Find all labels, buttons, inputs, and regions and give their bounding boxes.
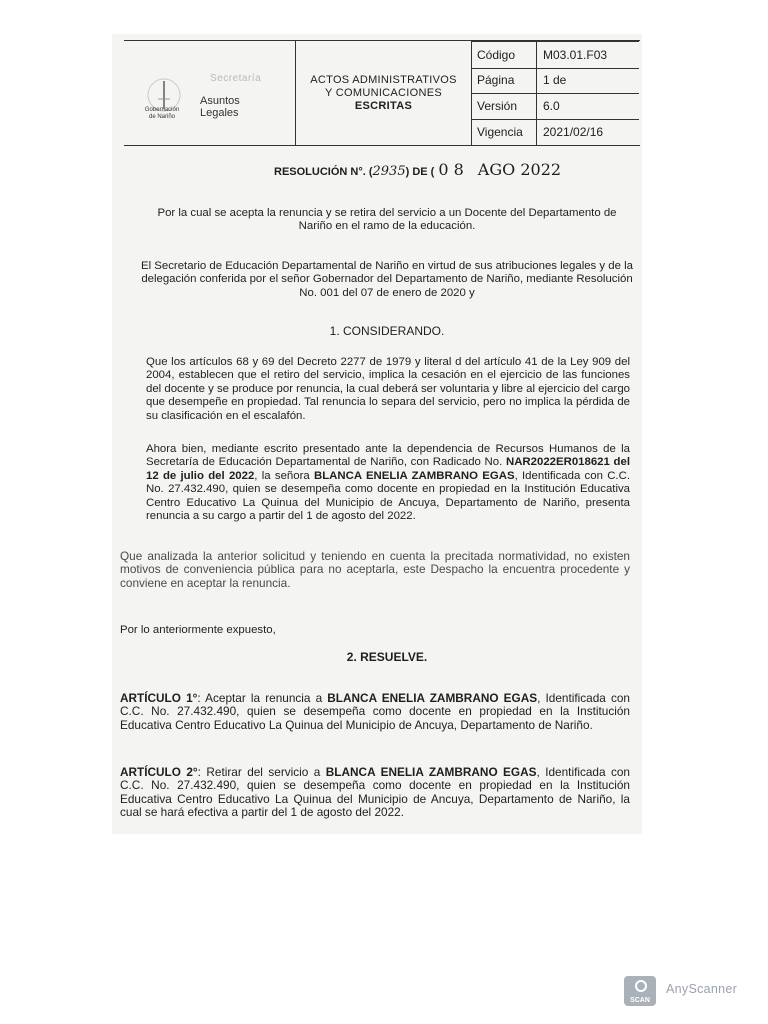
considerando-paragraph-1: Que los artículos 68 y 69 del Decreto 2277 de 1979 y literal d del artículo 41 de la Ley 909 del 2004, establecen que el retiro del servicio, implica la cesación en el ejercicio de las funciones del docente y se produce por renuncia, la cual deberá ser voluntaria y libre al ejercicio del cargo que desempeñe en propiedad. Tal renuncia lo separa del servicio, pero no implica la pérdida de su clasificación en el escalafón. <box>146 356 630 422</box>
section-considerando-title: 1. CONSIDERANDO. <box>329 324 445 338</box>
scan-app-icon <box>624 976 656 1006</box>
header-title-line2: Y COMUNICACIONES <box>324 86 443 99</box>
article-1-name: BLANCA ENELIA ZAMBRANO EGAS <box>327 691 538 705</box>
document-header-table <box>124 40 640 146</box>
meta-key: Vigencia <box>471 119 537 145</box>
header-title-cell <box>295 41 472 145</box>
logo-cell <box>124 41 294 145</box>
gobernacion-emblem-icon <box>134 69 194 141</box>
article-2-label: ARTÍCULO 2° <box>120 765 198 779</box>
resolution-label: RESOLUCIÓN N°. ( <box>274 166 373 178</box>
header-meta-cell <box>471 41 640 145</box>
considerando-paragraph-3: Que analizada la anterior solicitud y teniendo en cuenta la precitada normatividad, no existen motivos de conveniencia pública para no aceptarla, este Despacho la encuentra procedente y conviene en aceptar la renuncia. <box>120 549 630 590</box>
meta-key: Página <box>471 67 537 93</box>
meta-row-codigo <box>471 41 639 69</box>
section-resuelve-title: 2. RESUELVE. <box>346 650 428 664</box>
header-title-line1: ACTOS ADMINISTRATIVOS <box>310 73 457 86</box>
meta-key: Versión <box>471 93 537 119</box>
expuesto-line: Por lo anteriormente expuesto, <box>120 624 276 636</box>
article-2-text-a: : Retirar del servicio a <box>197 765 326 779</box>
meta-value: 2021/02/16 <box>543 125 604 139</box>
resolution-month-year: AGO 2022 <box>477 160 562 179</box>
article-1-label: ARTÍCULO 1° <box>120 691 198 705</box>
article-1-text-b: , Identificada con C.C. No. 27.432.490, quien se desempeña como docente en propiedad en la Institución Educativa Centro Educativo La Quinua del Municipio de Ancuya, Departamento de Nariño. <box>120 691 630 732</box>
article-1 <box>120 692 630 732</box>
meta-value: M03.01.F03 <box>543 48 608 62</box>
teacher-name: BLANCA ENELIA ZAMBRANO EGAS <box>314 469 515 482</box>
article-2-text-b: , Identificada con C.C. No. 27.432.490, quien se desempeña como docente en propiedad en la Institución Educativa Centro Educativo La Quinua del Municipio de Ancuya, Departamento de Nariño, la cual se hará efectiva a partir del 1 de agosto del 2022. <box>120 765 630 820</box>
meta-row-vigencia <box>471 119 639 145</box>
para2-text-c: , la señora <box>254 469 314 482</box>
resolution-subject: Por la cual se acepta la renuncia y se retira del servicio a un Docente del Departamento de Nariño en el ramo de la educación. <box>157 207 617 233</box>
logo-gobernacion-name: Gobernación de Nariño <box>144 107 180 120</box>
meta-value: 6.0 <box>543 99 560 113</box>
article-2 <box>120 766 630 820</box>
logo-faded-text: Secretaría <box>210 73 262 84</box>
anyscanner-watermark <box>624 976 744 1006</box>
resolution-number: 2935 <box>372 164 406 179</box>
authority-paragraph: El Secretario de Educación Departamental de Nariño en virtud de sus atribuciones legales y de la delegación conferida por el señor Gobernador del Departamento de Nariño, mediante Resolución No. 001 del 07 de enero de 2020 y <box>141 260 633 299</box>
considerando-paragraph-2 <box>146 443 630 523</box>
radicado-number: NAR2022ER018621 del 12 de julio del 2022 <box>146 456 630 482</box>
header-title-line3: ESCRITAS <box>354 99 413 112</box>
para2-text-a: Ahora bien, mediante escrito presentado ante la dependencia de Recursos Humanos de la Secretaría de Educación Departamental de Nariño, con Radicado No. <box>146 443 630 469</box>
scan-icon-label: SCAN <box>630 997 650 1004</box>
article-1-text-a: : Aceptar la renuncia a <box>197 691 328 705</box>
meta-key: Código <box>471 42 537 68</box>
article-2-name: BLANCA ENELIA ZAMBRANO EGAS <box>325 765 537 779</box>
logo-department-name: Asuntos Legales <box>200 95 240 119</box>
meta-row-pagina <box>471 67 639 94</box>
resolution-day: 0 8 <box>438 160 464 179</box>
resolution-date-label: ) DE ( <box>405 166 435 178</box>
resolution-number-line <box>274 160 574 184</box>
watermark-app-name: AnyScanner <box>666 982 738 996</box>
scan-lens-icon <box>635 980 647 992</box>
meta-row-version <box>471 93 639 120</box>
para2-text-e: , Identificada con C.C. No. 27.432.490, quien se desempeña como docente en propiedad en la Institución Educativa Centro Educativo La Quinua del Municipio de Ancuya, Departamento de Nariño, presenta renuncia a su cargo a partir del 1 de agosto del 2022. <box>146 469 630 523</box>
meta-value: 1 de <box>543 73 567 87</box>
